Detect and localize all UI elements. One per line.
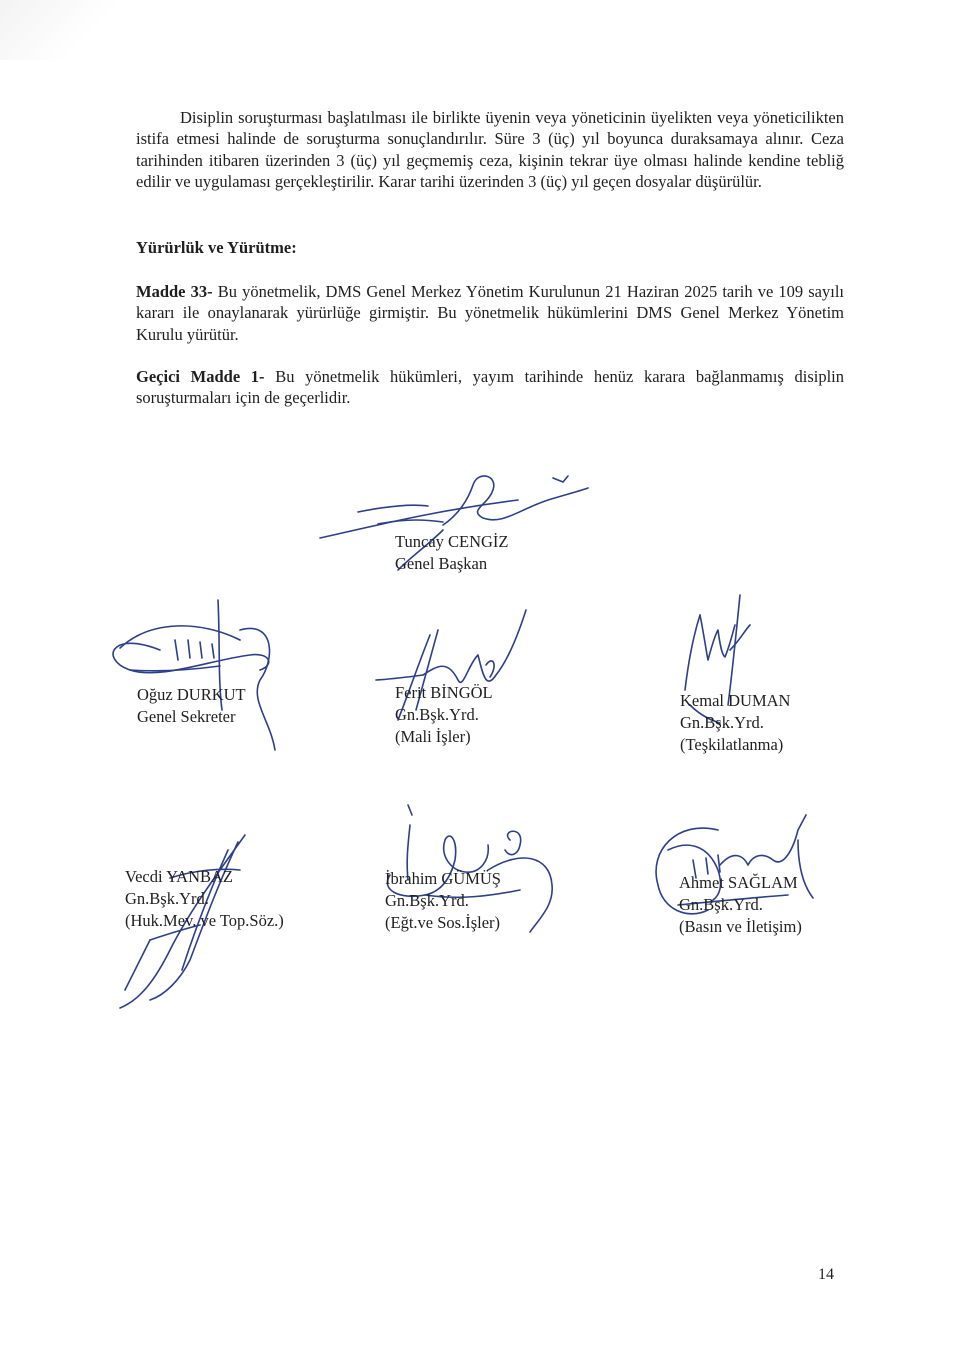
signatory-area: (Eğt.ve Sos.İşler) [385,913,501,932]
signatory-vecdi-yanbaz [125,866,284,932]
signatory-name: İbrahim GÜMÜŞ [385,869,501,888]
signatory-kemal-duman [680,690,790,756]
article-33-label: Madde 33- [136,282,213,301]
signatory-area: (Mali İşler) [395,727,471,746]
temporary-article-label: Geçici Madde 1- [136,367,265,386]
signatory-name: Vecdi YANBAZ [125,867,233,886]
signatory-name: Ferit BİNGÖL [395,683,493,702]
temporary-article-text: Bu yönetmelik hükümleri, yayım tarihinde henüz karara bağlanmamış disiplin soruşturmaları için de geçerlidir. [136,367,844,408]
signatory-area: (Huk.Mev. ve Top.Söz.) [125,911,284,930]
signatory-name: Oğuz DURKUT [137,685,246,704]
signatory-ibrahim-gumus [385,868,501,934]
signatory-ferit-bingol [395,682,493,748]
signatory-title: Genel Başkan [395,554,488,573]
signature-oguz-durkut [100,600,300,760]
scan-smudge [0,0,120,60]
signatory-title: Gn.Bşk.Yrd. [680,713,764,732]
paragraph-discipline: Disiplin soruşturması başlatılması ile birlikte üyenin veya yöneticinin üyelikten veya yöneticilikten istifa etmesi halinde de soruşturma sonuçlandırılır. Süre 3 (üç) yıl boyunca duraksamaya alınır. Ceza tarihinden itibaren üzerinden 3 (üç) yıl geçmemiş ceza, kişinin tekrar üye olması halinde kendine tebliğ edilir ve uygulaması gerçekleştirilir. Karar tarihi üzerinden 3 (üç) yıl geçen dosyalar düşürülür. [136,108,844,192]
article-33-text: Bu yönetmelik, DMS Genel Merkez Yönetim Kurulunun 21 Haziran 2025 tarih ve 109 sayılı kararı ile onaylanarak yürürlüğe girmiştir. Bu yönetmelik hükümlerini DMS Genel Merkez Yönetim Kurulu yürütür. [136,282,844,344]
paragraph-article-33 [136,281,844,345]
signatory-name: Tuncay CENGİZ [395,532,509,551]
signatory-title: Genel Sekreter [137,707,236,726]
signatory-name: Kemal DUMAN [680,691,791,710]
signatory-oguz-durkut [137,684,246,728]
signatory-title: Gn.Bşk.Yrd. [679,895,763,914]
signatory-tuncay-cengiz [395,531,509,575]
signatory-title: Gn.Bşk.Yrd. [385,891,469,910]
section-heading: Yürürlük ve Yürütme: [136,238,297,257]
page-number: 14 [818,1266,834,1283]
signatory-title: Gn.Bşk.Yrd. [395,705,479,724]
signatory-area: (Basın ve İletişim) [679,917,802,936]
signatory-area: (Teşkilatlanma) [680,735,784,754]
signatory-name: Ahmet SAĞLAM [679,873,798,892]
signatory-ahmet-saglam [679,872,802,938]
paragraph-temporary-article [136,366,844,409]
signatory-title: Gn.Bşk.Yrd. [125,889,209,908]
